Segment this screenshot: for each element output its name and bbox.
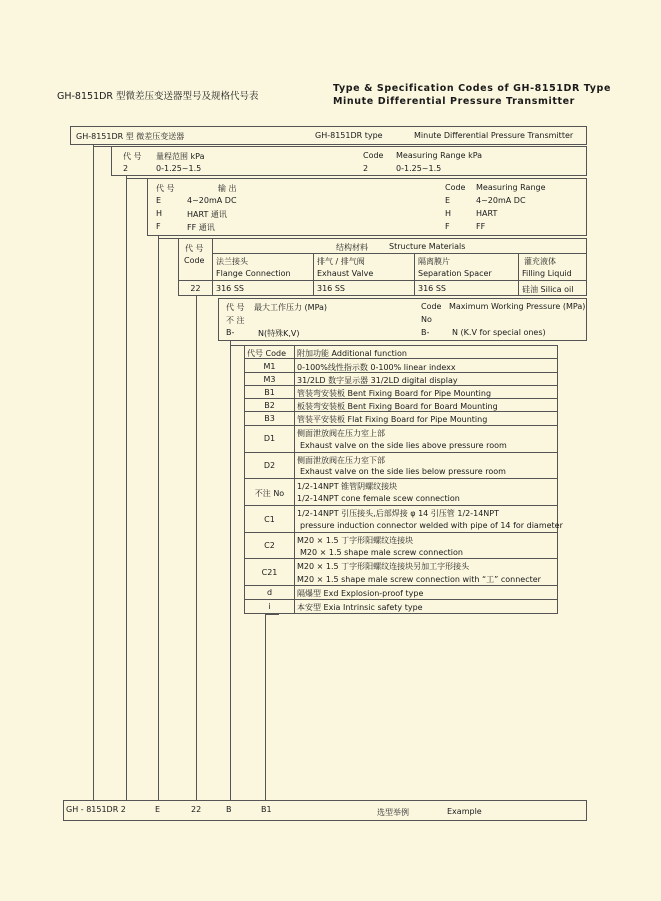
materials-divider [313,253,314,295]
example-part-pressure: B [226,805,232,814]
materials-col-en: Flange Connection [216,269,291,278]
output-row-value: FF 通讯 [187,223,215,232]
connector-line [126,178,147,179]
connector-line [265,614,279,615]
materials-row-value: 316 SS [317,284,345,293]
additional-divider [244,452,557,453]
pressure-label-cn: 最大工作压力 (MPa) [254,303,328,312]
additional-divider [244,478,557,479]
additional-header-code: 代号 Code [247,349,287,358]
additional-divider [244,358,557,359]
model-en-type: GH-8151DR type [315,131,383,140]
additional-row-text: 1/2-14NPT 锥管阴螺纹接块 [297,482,398,491]
additional-row-code: B2 [264,401,275,410]
additional-divider [244,599,557,600]
additional-row-text: 隔爆型 Exd Explosion-proof type [297,589,424,598]
additional-row-code: C21 [261,568,278,577]
additional-row-code: C2 [264,541,275,550]
additional-row-code: i [268,602,271,611]
output-row-value-en: FF [476,222,486,231]
materials-code-cn: 代 号 [185,244,204,253]
output-row-value: 4~20mA DC [187,196,237,205]
connector-line [265,614,266,800]
additional-row-text: 侧面泄放阀在压力室上部 [297,429,385,438]
materials-title-en: Structure Materials [389,242,466,251]
additional-row-code: M3 [263,375,276,384]
materials-col-en: Separation Spacer [418,269,492,278]
additional-row-code: d [266,588,273,597]
additional-header-label: 附加功能 Additional function [297,349,407,358]
materials-col-en: Filling Liquid [522,269,572,278]
materials-col-en: Exhaust Valve [317,269,374,278]
materials-row-value: 316 SS [418,284,446,293]
output-row-code: H [156,209,163,218]
pressure-row-code: 不 注 [226,316,245,325]
output-row-value-en: 4~20mA DC [476,196,526,205]
additional-divider [244,411,557,412]
materials-col-cn: 灌充液体 [524,257,556,266]
additional-row-code: 不注 No [254,489,285,498]
materials-col-cn: 隔离膜片 [418,257,450,266]
example-label-cn: 选型举例 [377,808,409,817]
additional-row-text: M20 × 1.5 丁字形阳螺纹连接块另加工字形接头 [297,562,470,571]
pressure-code-en: Code [421,302,442,311]
additional-row-text: 31/2LD 数字显示器 31/2LD digital display [297,376,458,385]
additional-row-text: M20 × 1.5 shape male screw connection with “工” connecter [297,575,541,584]
materials-divider [414,253,415,295]
range-row-value: 0-1.25~1.5 [156,164,202,173]
additional-row-text: Exhaust valve on the side lies above pressure room [300,441,507,450]
additional-row-code: B3 [264,414,275,423]
output-label-cn: 输 出 [218,184,237,193]
materials-title-cn: 结构材料 [336,243,368,252]
example-part-material: 22 [191,805,202,814]
output-row-value: HART 通讯 [187,210,227,219]
pressure-row-value: N(特殊K,V) [258,329,300,338]
materials-row-code: 22 [190,284,201,293]
additional-divider [244,558,557,559]
additional-row-text: Exhaust valve on the side lies below pressure room [300,467,506,476]
output-row-value-en: HART [476,209,498,218]
additional-row-text: M20 × 1.5 丁字形阳螺纹连接块 [297,536,414,545]
additional-divider [244,425,557,426]
model-cn: GH-8151DR 型 微差压变送器 [76,132,185,141]
additional-divider [244,585,557,586]
materials-row-value: 316 SS [216,284,244,293]
pressure-row-code: B- [226,328,235,337]
additional-row-text: 0-100%线性指示数 0-100% linear indexx [297,363,456,372]
materials-col-cn: 法兰接头 [216,257,248,266]
output-row-code-en: E [445,196,451,205]
additional-row-text: 管装弯安装板 Bent Fixing Board for Pipe Mounting [297,389,492,398]
output-row-code: F [156,222,161,231]
additional-row-code: B1 [264,388,275,397]
additional-row-text: 侧面泄放阀在压力室下部 [297,456,385,465]
example-box [63,800,587,821]
additional-divider [244,532,557,533]
output-code-en: Code [445,183,466,192]
connector-line [158,238,178,239]
materials-divider [518,253,519,295]
connector-line [126,176,127,800]
additional-row-text: 板装弯安装板 Bent Fixing Board for Board Mounting [297,402,498,411]
output-row-code-en: H [445,209,452,218]
additional-row-code: D1 [263,434,276,443]
range-row-code-en: 2 [363,164,369,173]
additional-row-code: D2 [263,461,276,470]
range-label-cn: 量程范围 kPa [156,152,205,161]
range-code-cn: 代 号 [123,152,142,161]
example-part-additional: B1 [261,805,272,814]
range-code-en: Code [363,151,384,160]
title-en-line1: Type & Specification Codes of GH-8151DR Type [333,83,611,94]
additional-row-code: C1 [264,515,275,524]
additional-row-text: 1/2-14NPT 引压接头,后部焊接 φ 14 引压管 1/2-14NPT [297,509,499,518]
title-en-line2: Minute Differential Pressure Transmitter [333,96,575,107]
additional-row-text: 管装平安装板 Flat Fixing Board for Pipe Mounting [297,415,488,424]
example-part-model: GH - 8151DR 2 [66,805,126,814]
example-label-en: Example [447,807,482,816]
materials-divider [212,238,213,295]
range-row-code: 2 [123,164,129,173]
pressure-row-value-en: N (K.V for special ones) [452,328,546,337]
pressure-row-code-en: B- [421,328,430,337]
example-part-output: E [155,805,161,814]
title-cn: GH-8151DR 型微差压变送器型号及规格代号表 [57,91,259,102]
materials-code-en: Code [184,256,205,265]
materials-divider [212,253,586,254]
connector-line [230,345,244,346]
additional-row-text: pressure induction connector welded with pipe of 14 for diameter [300,521,563,530]
model-en-name: Minute Differential Pressure Transmitter [414,131,574,140]
pressure-code-cn: 代 号 [226,303,245,312]
connector-line [93,146,111,147]
materials-row-value: 硅油 Silica oil [522,285,574,294]
additional-row-text: 1/2-14NPT cone female scew connection [297,494,460,503]
connector-line [93,145,94,800]
range-label-en: Measuring Range kPa [396,151,483,160]
pressure-label-en: Maximum Working Pressure (MPa) [449,302,586,311]
materials-divider [178,280,586,281]
materials-col-cn: 排气 / 排气阀 [317,257,365,266]
additional-divider [244,398,557,399]
pressure-row-code-en: No [421,315,432,324]
range-row-value-en: 0-1.25~1.5 [396,164,442,173]
output-code-cn: 代 号 [156,184,175,193]
output-label-en: Measuring Range [476,183,546,192]
additional-divider [244,505,557,506]
additional-divider [244,385,557,386]
additional-row-text: M20 × 1.5 shape male screw connection [300,548,463,557]
connector-line [196,296,197,800]
additional-divider [244,372,557,373]
output-row-code: E [156,196,162,205]
additional-row-code: M1 [263,362,276,371]
additional-row-text: 本安型 Exia Intrinsic safety type [297,603,423,612]
connector-line [230,341,231,800]
connector-line [158,236,159,800]
output-row-code-en: F [445,222,450,231]
